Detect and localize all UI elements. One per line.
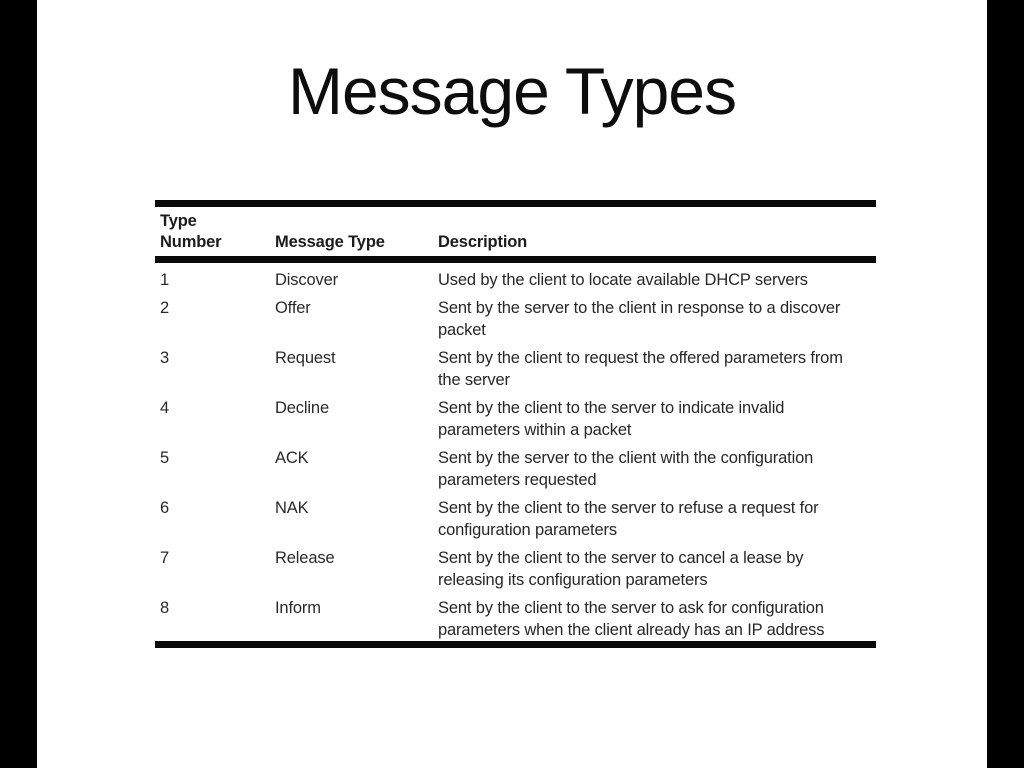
column-header	[438, 232, 876, 253]
right-letterbox-bar	[987, 0, 1024, 768]
cell-description	[438, 597, 876, 641]
description-line: configuration parameters	[438, 521, 617, 539]
description-line: releasing its configuration parameters	[438, 571, 708, 589]
cell-message-type: Offer	[275, 299, 311, 317]
description-line: parameters within a packet	[438, 421, 632, 439]
table-header-rule	[155, 256, 876, 263]
cell-type-number: 2	[160, 299, 170, 317]
description-line: parameters requested	[438, 471, 597, 489]
table-row	[155, 491, 876, 541]
cell-description	[438, 347, 876, 391]
description-line: Sent by the server to the client with the configuration	[438, 449, 814, 467]
column-header-label: Description	[438, 233, 528, 251]
table-body	[155, 263, 876, 641]
cell-description	[438, 447, 876, 491]
cell-description	[438, 269, 876, 291]
cell-description	[438, 497, 876, 541]
cell-description	[438, 397, 876, 441]
slide-title: Message Types	[287, 54, 737, 128]
cell-type-number: 6	[160, 499, 170, 517]
description-line: parameters when the client already has an IP address	[438, 621, 825, 639]
cell-description	[438, 547, 876, 591]
description-line: the server	[438, 371, 510, 389]
cell-type-number: 1	[160, 271, 170, 289]
cell-message-type: Discover	[275, 271, 338, 289]
column-header	[275, 232, 438, 253]
table-row	[155, 341, 876, 391]
column-header-label: Type	[160, 212, 197, 230]
column-header	[160, 211, 275, 253]
message-types-table	[155, 200, 876, 648]
description-line: Used by the client to locate available DHCP servers	[438, 271, 808, 289]
table-row	[155, 391, 876, 441]
table-bottom-rule	[155, 641, 876, 648]
column-header-label: Number	[160, 233, 222, 251]
table-row	[155, 591, 876, 641]
cell-message-type: Inform	[275, 599, 321, 617]
cell-message-type: Request	[275, 349, 336, 367]
description-line: Sent by the client to the server to indicate invalid	[438, 399, 785, 417]
description-line: Sent by the client to request the offered parameters from	[438, 349, 843, 367]
cell-type-number: 8	[160, 599, 170, 617]
cell-type-number: 5	[160, 449, 170, 467]
cell-type-number: 4	[160, 399, 170, 417]
table-row	[155, 263, 876, 291]
cell-message-type: ACK	[275, 449, 309, 467]
description-line: packet	[438, 321, 486, 339]
cell-type-number: 3	[160, 349, 170, 367]
description-line: Sent by the server to the client in response to a discover	[438, 299, 841, 317]
cell-description	[438, 297, 876, 341]
left-letterbox-bar	[0, 0, 37, 768]
table-header-row	[155, 207, 876, 256]
table-row	[155, 291, 876, 341]
cell-message-type: Decline	[275, 399, 329, 417]
description-line: Sent by the client to the server to cancel a lease by	[438, 549, 804, 567]
cell-message-type: NAK	[275, 499, 309, 517]
column-header-label: Message Type	[275, 233, 385, 251]
table-row	[155, 441, 876, 491]
cell-type-number: 7	[160, 549, 170, 567]
table-row	[155, 541, 876, 591]
description-line: Sent by the client to the server to refuse a request for	[438, 499, 819, 517]
table-top-rule	[155, 200, 876, 207]
cell-message-type: Release	[275, 549, 335, 567]
description-line: Sent by the client to the server to ask for configuration	[438, 599, 824, 617]
